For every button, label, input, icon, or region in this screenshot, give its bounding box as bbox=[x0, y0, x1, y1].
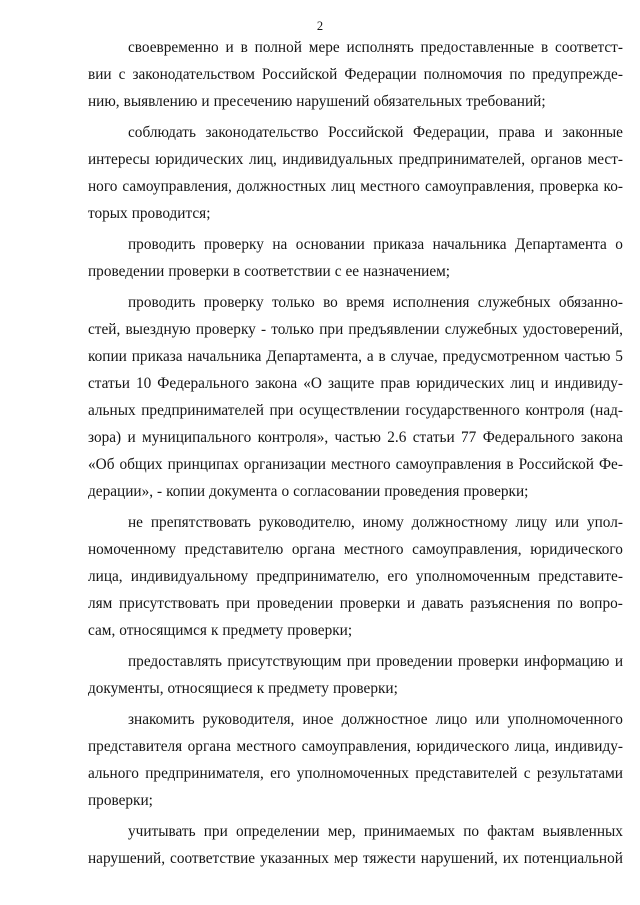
text-line bbox=[88, 146, 623, 173]
word: законодательство bbox=[205, 124, 319, 141]
word: должностное bbox=[341, 711, 428, 728]
word: соответст- bbox=[555, 39, 623, 56]
word: проверки bbox=[168, 263, 230, 280]
word: органа bbox=[187, 738, 231, 755]
word: к bbox=[210, 622, 219, 639]
word: частью bbox=[334, 429, 381, 446]
word: лицу bbox=[515, 514, 548, 531]
word: номоченному bbox=[88, 541, 177, 558]
word: выявленных bbox=[542, 823, 623, 840]
word: присутствовать bbox=[118, 595, 220, 612]
word: торых bbox=[88, 205, 128, 222]
text-line bbox=[88, 509, 623, 536]
word: Федерального bbox=[157, 375, 250, 392]
word: - bbox=[157, 483, 163, 500]
word: упол- bbox=[586, 514, 623, 531]
word: начальника bbox=[187, 348, 262, 365]
word: должностных bbox=[236, 178, 327, 195]
word: самоуправления, bbox=[424, 178, 535, 195]
text-line bbox=[88, 787, 623, 814]
word: органов bbox=[530, 151, 583, 168]
text-line bbox=[88, 34, 623, 61]
word: и bbox=[225, 39, 234, 56]
word: органа bbox=[291, 541, 336, 558]
word: при bbox=[346, 653, 371, 670]
word: мест- bbox=[587, 151, 623, 168]
word: соответствии bbox=[244, 263, 331, 280]
word: 77 bbox=[461, 429, 477, 446]
word: ального bbox=[88, 765, 139, 782]
text-line bbox=[88, 733, 623, 760]
word: предпринимателей, bbox=[398, 151, 526, 168]
word: при bbox=[269, 402, 294, 419]
word: юридических bbox=[416, 375, 505, 392]
word: предпринимателю, bbox=[256, 568, 380, 585]
word: проверка bbox=[539, 178, 599, 195]
word: по bbox=[557, 595, 573, 612]
word: проверки bbox=[457, 653, 519, 670]
word: указанных bbox=[260, 850, 329, 867]
word: присутствующим bbox=[227, 653, 342, 670]
paragraph bbox=[88, 231, 623, 285]
word: назначением; bbox=[363, 263, 451, 280]
word: о bbox=[281, 483, 290, 500]
text-line bbox=[88, 289, 623, 316]
word: при bbox=[226, 595, 251, 612]
text-line bbox=[88, 706, 623, 733]
word: (над- bbox=[590, 402, 623, 419]
text-line bbox=[88, 316, 623, 343]
word: Департамента bbox=[515, 236, 607, 253]
word: проверки bbox=[339, 595, 401, 612]
word: должностному bbox=[411, 514, 508, 531]
word: самоуправления, bbox=[412, 541, 522, 558]
word: проведении bbox=[256, 595, 334, 612]
text-line bbox=[88, 818, 623, 845]
word: ко- bbox=[603, 178, 623, 195]
word: случае, bbox=[390, 348, 438, 365]
word: его bbox=[270, 765, 291, 782]
word: закона bbox=[255, 375, 298, 392]
word: выездную bbox=[125, 321, 191, 338]
word: лицо bbox=[435, 711, 468, 728]
word: представите- bbox=[538, 568, 623, 585]
word: руководителю, bbox=[258, 514, 355, 531]
text-line bbox=[88, 536, 623, 563]
word: проверки; bbox=[88, 792, 153, 809]
word: приказа bbox=[373, 236, 425, 253]
word: предмету bbox=[222, 622, 284, 639]
word: во bbox=[323, 294, 338, 311]
word: проверки; bbox=[463, 483, 529, 500]
word: Департамента, bbox=[266, 348, 362, 365]
word: уполномоченным bbox=[415, 568, 531, 585]
word: соблюдать bbox=[128, 124, 196, 141]
word: индивидуальных bbox=[282, 151, 394, 168]
word: «Об bbox=[88, 456, 115, 473]
word: по bbox=[463, 823, 480, 840]
word: определении bbox=[235, 823, 320, 840]
word: полной bbox=[254, 39, 302, 56]
text-line bbox=[88, 675, 623, 702]
word: лиц, bbox=[248, 151, 277, 168]
word: местного bbox=[360, 178, 420, 195]
word: самоуправления bbox=[395, 456, 502, 473]
word: нарушений bbox=[296, 93, 370, 110]
word: согласовании bbox=[293, 483, 381, 500]
word: самоуправления, bbox=[301, 738, 412, 755]
word: его bbox=[387, 568, 408, 585]
word: основании bbox=[295, 236, 365, 253]
word: при bbox=[203, 823, 228, 840]
text-line bbox=[88, 760, 623, 787]
word: организации bbox=[243, 456, 326, 473]
word: в bbox=[378, 348, 386, 365]
text-line bbox=[88, 397, 623, 424]
word: и bbox=[544, 124, 553, 141]
text-line bbox=[88, 258, 623, 285]
word: служебных bbox=[477, 294, 551, 311]
word: проведении bbox=[88, 263, 165, 280]
word: и bbox=[407, 595, 416, 612]
word: Российской bbox=[518, 456, 594, 473]
word: соответствие bbox=[170, 850, 256, 867]
word: давать bbox=[421, 595, 464, 612]
text-line bbox=[88, 590, 623, 617]
word: общих bbox=[119, 456, 163, 473]
paragraph bbox=[88, 509, 623, 644]
word: предпринимателя, bbox=[145, 765, 264, 782]
word: в bbox=[240, 39, 248, 56]
text-line bbox=[88, 119, 623, 146]
word: а bbox=[366, 348, 374, 365]
word: мер bbox=[333, 850, 359, 867]
word: тяжести bbox=[363, 850, 416, 867]
word: проводить bbox=[128, 294, 196, 311]
word: статьи bbox=[412, 429, 455, 446]
word: Российской bbox=[328, 124, 404, 141]
word: обязанно- bbox=[558, 294, 623, 311]
word: представителю bbox=[184, 541, 284, 558]
word: индивиду- bbox=[554, 738, 623, 755]
word: представителя bbox=[88, 738, 183, 755]
word: проверку bbox=[203, 294, 264, 311]
word: начальника bbox=[432, 236, 507, 253]
word: фактам bbox=[487, 823, 535, 840]
word: время bbox=[346, 294, 385, 311]
word: проверки; bbox=[287, 622, 353, 639]
word: исполнения bbox=[392, 294, 470, 311]
word: в bbox=[506, 456, 514, 473]
word: результатами bbox=[536, 765, 623, 782]
word: стей, bbox=[88, 321, 121, 338]
page-number: 2 bbox=[316, 19, 324, 33]
text-line bbox=[88, 61, 623, 88]
word: юридических bbox=[155, 151, 244, 168]
word: разъяснения bbox=[470, 595, 551, 612]
word: лица, bbox=[88, 568, 123, 585]
word: местного bbox=[236, 738, 297, 755]
word: при bbox=[319, 321, 344, 338]
word: Российской bbox=[261, 66, 338, 83]
text-line bbox=[88, 478, 623, 505]
word: самоуправления, bbox=[122, 178, 232, 195]
word: требований; bbox=[466, 93, 546, 110]
word: проверки; bbox=[332, 680, 398, 697]
word: лям bbox=[88, 595, 113, 612]
word: местного bbox=[330, 456, 391, 473]
word: интересы bbox=[88, 151, 150, 168]
word: копии bbox=[166, 483, 206, 500]
word: Фе- bbox=[598, 456, 623, 473]
word: потенциальной bbox=[523, 850, 623, 867]
word: проводить bbox=[128, 236, 196, 253]
word: с bbox=[118, 66, 126, 83]
document-body bbox=[88, 34, 623, 876]
word: с bbox=[523, 765, 531, 782]
word: Федерации bbox=[344, 66, 417, 83]
word: проверку bbox=[203, 236, 264, 253]
word: права bbox=[498, 124, 536, 141]
word: обязательных bbox=[373, 93, 463, 110]
word: индивидуальному bbox=[130, 568, 249, 585]
word: их bbox=[502, 850, 519, 867]
word: проведении bbox=[376, 653, 453, 670]
text-line bbox=[88, 370, 623, 397]
text-line bbox=[88, 617, 623, 644]
word: «О bbox=[303, 375, 322, 392]
word: в bbox=[540, 39, 549, 56]
word: к bbox=[256, 680, 265, 697]
word: сам, bbox=[88, 622, 116, 639]
text-line bbox=[88, 343, 623, 370]
word: альных bbox=[88, 402, 136, 419]
word: осуществлении bbox=[299, 402, 400, 419]
text-line bbox=[88, 563, 623, 590]
word: контроля bbox=[525, 402, 585, 419]
word: с bbox=[334, 263, 342, 280]
word: документы, bbox=[88, 680, 164, 697]
word: проверку bbox=[195, 321, 256, 338]
word: своевременно bbox=[128, 39, 219, 56]
word: - bbox=[260, 321, 267, 338]
word: нарушений, bbox=[88, 850, 166, 867]
word: дерации», bbox=[88, 483, 154, 500]
word: мер, bbox=[327, 823, 356, 840]
word: законодательством bbox=[132, 66, 255, 83]
word: пресечению bbox=[213, 93, 293, 110]
word: проведения bbox=[384, 483, 460, 500]
word: лиц bbox=[331, 178, 356, 195]
word: приказа bbox=[131, 348, 183, 365]
word: 10 bbox=[135, 375, 152, 392]
word: защите bbox=[328, 375, 375, 392]
word: государственного bbox=[405, 402, 520, 419]
word: лица, bbox=[514, 738, 550, 755]
word: учитывать bbox=[128, 823, 196, 840]
word: удостоверений, bbox=[522, 321, 623, 338]
word: ного bbox=[88, 178, 118, 195]
word: уполномоченных bbox=[296, 765, 409, 782]
word: предусмотренном bbox=[442, 348, 560, 365]
word: Федерального bbox=[482, 429, 575, 446]
paragraph bbox=[88, 818, 623, 872]
text-line bbox=[88, 231, 623, 258]
word: контроля», bbox=[257, 429, 329, 446]
word: и bbox=[540, 375, 549, 392]
word: о bbox=[615, 236, 623, 253]
word: относящиеся bbox=[167, 680, 253, 697]
word: выявлению bbox=[123, 93, 198, 110]
word: муниципального bbox=[142, 429, 252, 446]
word: вопро- bbox=[579, 595, 623, 612]
word: принципах bbox=[167, 456, 239, 473]
word: препятствовать bbox=[150, 514, 251, 531]
paragraph bbox=[88, 648, 623, 702]
word: предоставлять bbox=[128, 653, 223, 670]
word: нарушений, bbox=[420, 850, 498, 867]
word: знакомить bbox=[128, 711, 195, 728]
word: и bbox=[201, 93, 210, 110]
word: предъявлении bbox=[348, 321, 440, 338]
word: в bbox=[233, 263, 241, 280]
paragraph bbox=[88, 119, 623, 227]
word: только bbox=[271, 294, 315, 311]
word: относящимся bbox=[119, 622, 207, 639]
word: закона bbox=[580, 429, 623, 446]
word: документа bbox=[209, 483, 278, 500]
word: зора) bbox=[88, 429, 122, 446]
word: 2.6 bbox=[387, 429, 407, 446]
word: уполномоченного bbox=[507, 711, 623, 728]
text-line bbox=[88, 424, 623, 451]
word: мере bbox=[308, 39, 340, 56]
word: по bbox=[509, 66, 526, 83]
word: информацию bbox=[523, 653, 610, 670]
word: на bbox=[272, 236, 288, 253]
word: индивиду- bbox=[554, 375, 623, 392]
word: статьи bbox=[88, 375, 130, 392]
word: юридического bbox=[416, 738, 510, 755]
word: копии bbox=[88, 348, 127, 365]
text-line bbox=[88, 451, 623, 478]
word: лиц bbox=[510, 375, 535, 392]
text-line bbox=[88, 88, 623, 115]
text-line bbox=[88, 845, 623, 872]
paragraph bbox=[88, 289, 623, 505]
word: предупрежде- bbox=[532, 66, 623, 83]
word: только bbox=[271, 321, 315, 338]
text-line bbox=[88, 173, 623, 200]
word: и bbox=[614, 653, 623, 670]
paragraph bbox=[88, 706, 623, 814]
word: проводится; bbox=[131, 205, 211, 222]
word: не bbox=[128, 514, 143, 531]
word: ее bbox=[345, 263, 360, 280]
word: предпринимателей bbox=[141, 402, 264, 419]
word: исполнять bbox=[346, 39, 414, 56]
word: предмету bbox=[268, 680, 329, 697]
word: местного bbox=[343, 541, 404, 558]
word: вии bbox=[88, 66, 112, 83]
word: полномочия bbox=[423, 66, 503, 83]
text-line bbox=[88, 200, 623, 227]
word: Федерации, bbox=[413, 124, 490, 141]
word: принимаемых bbox=[363, 823, 456, 840]
word: нию, bbox=[88, 93, 120, 110]
word: прав bbox=[380, 375, 411, 392]
word: представителей bbox=[415, 765, 518, 782]
word: иное bbox=[302, 711, 334, 728]
paragraph bbox=[88, 34, 623, 115]
word: руководителя, bbox=[202, 711, 295, 728]
text-line bbox=[88, 648, 623, 675]
word: 5 bbox=[615, 348, 623, 365]
word: и bbox=[127, 429, 136, 446]
word: частью bbox=[564, 348, 611, 365]
word: законные bbox=[562, 124, 623, 141]
word: или bbox=[555, 514, 580, 531]
word: юридического bbox=[530, 541, 623, 558]
word: или bbox=[475, 711, 500, 728]
word: служебных bbox=[444, 321, 518, 338]
word: иному bbox=[362, 514, 404, 531]
word: предоставленные bbox=[420, 39, 535, 56]
